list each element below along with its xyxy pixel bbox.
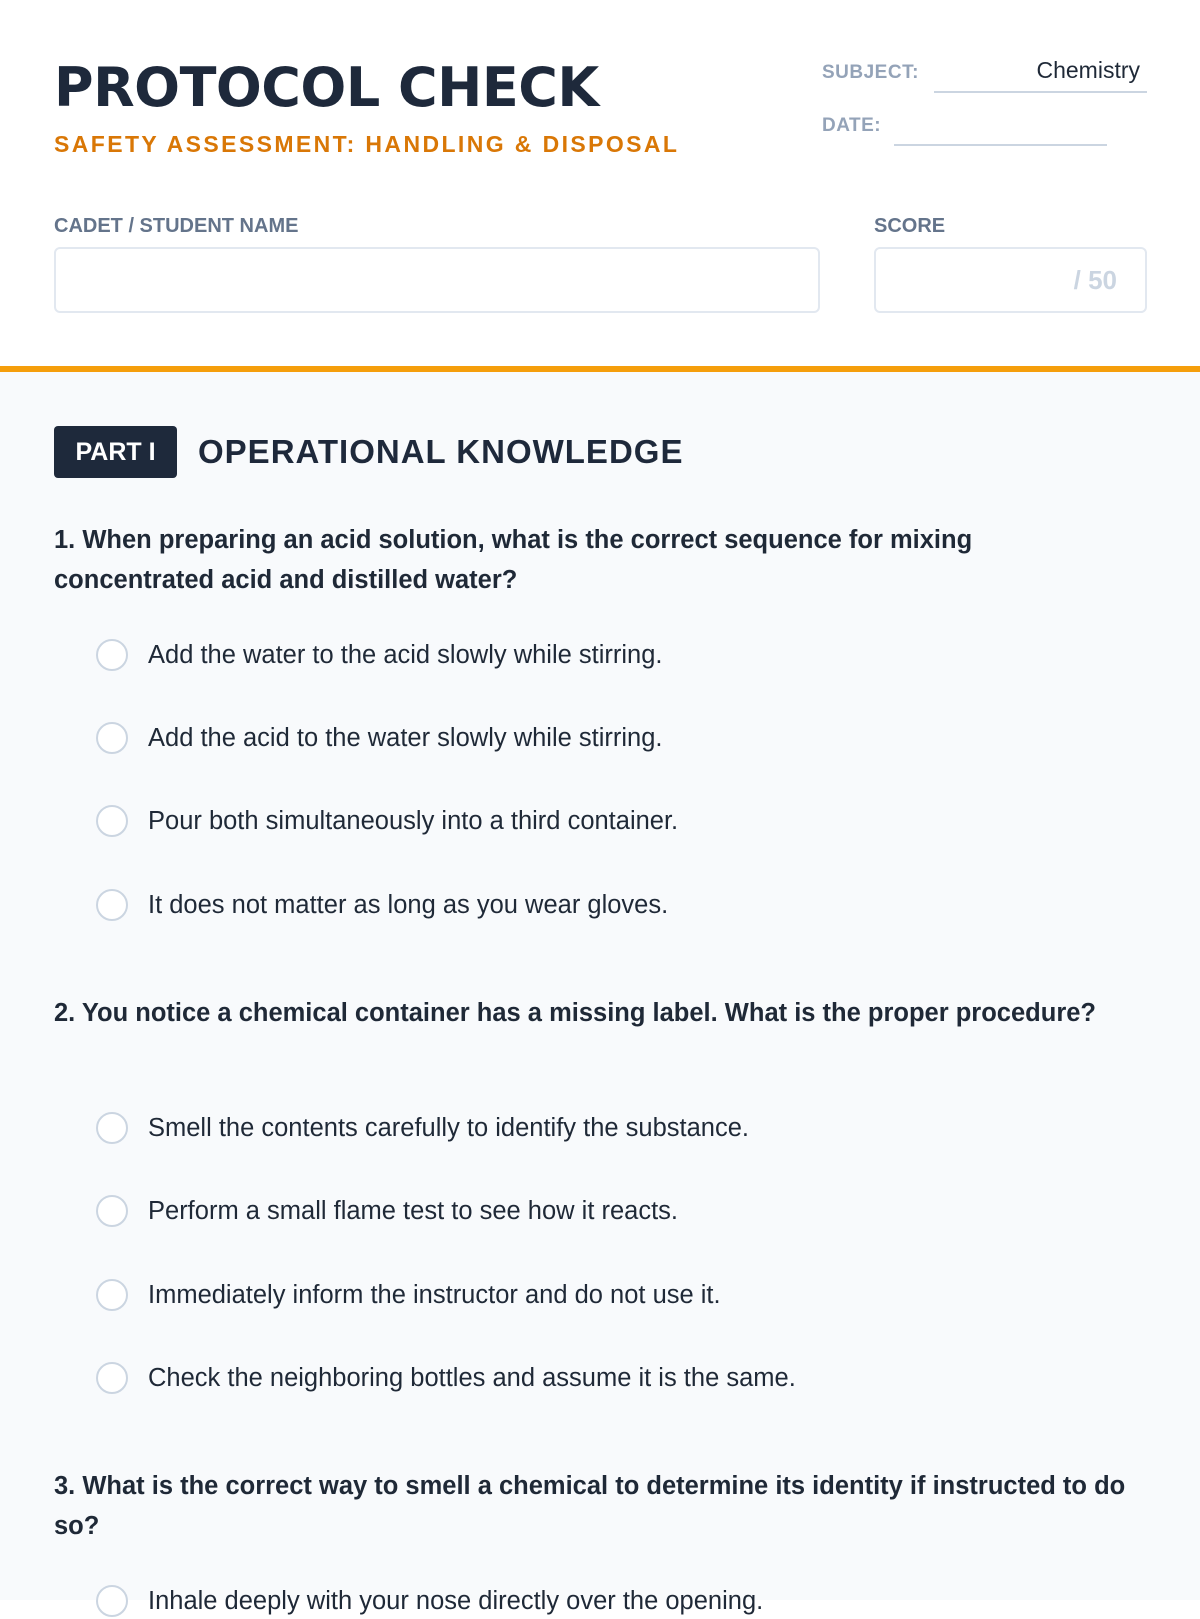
- score-input[interactable]: [874, 247, 1147, 313]
- student-name-label: CADET / STUDENT NAME: [54, 215, 299, 237]
- page-title: PROTOCOL CHECK: [54, 56, 599, 119]
- quiz-body: [0, 372, 1200, 1615]
- radio-button[interactable]: [96, 805, 128, 837]
- option-label: Pour both simultaneously into a third container.: [148, 806, 679, 835]
- date-underline: [894, 144, 1107, 146]
- radio-button[interactable]: [96, 1362, 128, 1394]
- radio-button[interactable]: [96, 1112, 128, 1144]
- question-3-option-a[interactable]: [96, 1583, 763, 1619]
- option-label: Perform a small flame test to see how it reacts.: [148, 1196, 679, 1225]
- question-1-option-b[interactable]: [96, 720, 662, 756]
- part-title: OPERATIONAL KNOWLEDGE: [198, 433, 684, 470]
- date-label: DATE:: [822, 115, 882, 136]
- radio-button[interactable]: [96, 889, 128, 921]
- part-badge: PART I: [54, 426, 177, 478]
- question-2-option-c[interactable]: [96, 1277, 721, 1313]
- radio-button[interactable]: [96, 1195, 128, 1227]
- radio-button[interactable]: [96, 1585, 128, 1617]
- option-label: Immediately inform the instructor and do not use it.: [148, 1280, 721, 1309]
- header: [0, 0, 1200, 368]
- radio-button[interactable]: [96, 722, 128, 754]
- option-label: Inhale deeply with your nose directly over the opening.: [148, 1586, 764, 1615]
- score-total: / 50: [1073, 265, 1117, 295]
- option-label: Check the neighboring bottles and assume it is the same.: [148, 1363, 796, 1392]
- student-name-input[interactable]: [54, 247, 820, 313]
- question-1-option-d[interactable]: [96, 887, 668, 923]
- question-2-option-d[interactable]: [96, 1360, 796, 1396]
- page-subtitle: SAFETY ASSESSMENT: HANDLING & DISPOSAL: [54, 131, 680, 157]
- subject-label: SUBJECT:: [822, 62, 919, 83]
- question-2-option-a[interactable]: [96, 1110, 749, 1146]
- question-3-text: 3. What is the correct way to smell a chemical to determine its identity if instructed to do so?: [54, 1472, 1126, 1540]
- question-2-text: 2. You notice a chemical container has a missing label. What is the proper procedure?: [54, 999, 1097, 1027]
- question-1-option-c[interactable]: [96, 803, 678, 839]
- subject-field[interactable]: Chemistry: [1036, 57, 1140, 83]
- radio-button[interactable]: [96, 639, 128, 671]
- radio-button[interactable]: [96, 1279, 128, 1311]
- option-label: It does not matter as long as you wear gloves.: [148, 890, 669, 919]
- score-label: SCORE: [874, 215, 946, 237]
- question-1-text: 1. When preparing an acid solution, what is the correct sequence for mixing concentrated acid and distilled water?: [54, 526, 973, 594]
- option-label: Smell the contents carefully to identify the substance.: [148, 1113, 749, 1142]
- question-1-option-a[interactable]: [96, 637, 662, 673]
- question-2-option-b[interactable]: [96, 1193, 678, 1229]
- option-label: Add the water to the acid slowly while stirring.: [148, 640, 663, 669]
- option-label: Add the acid to the water slowly while stirring.: [148, 723, 663, 752]
- subject-underline: [934, 91, 1147, 93]
